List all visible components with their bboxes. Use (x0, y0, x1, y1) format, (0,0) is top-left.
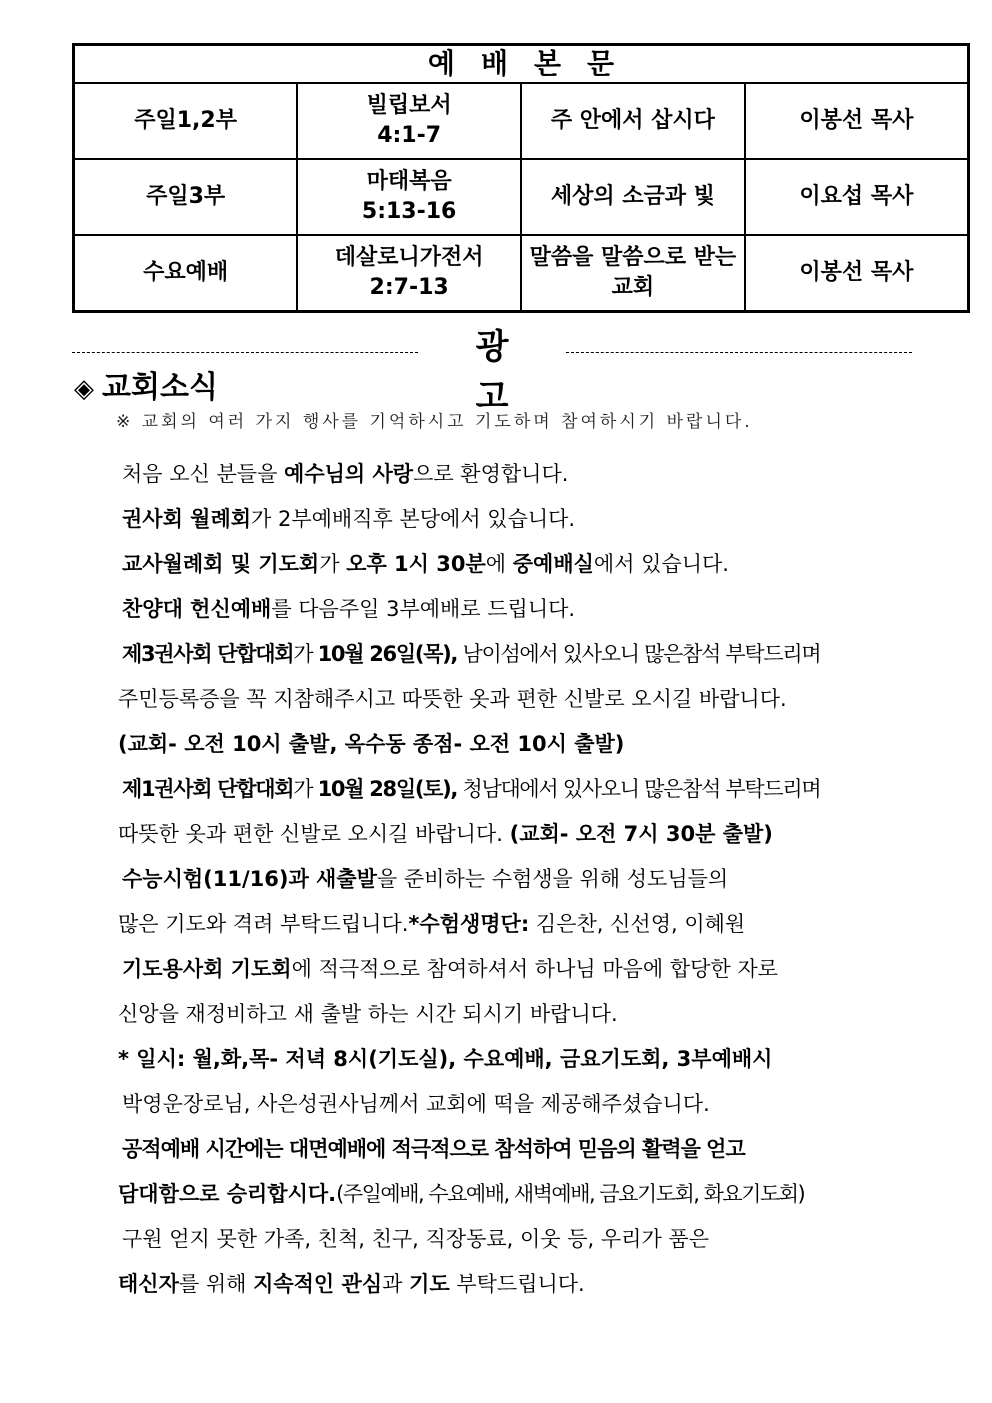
sermon-title: 세상의 소금과 빛 (521, 159, 745, 235)
text: 를 위해 (178, 1272, 254, 1296)
item-text (122, 497, 575, 541)
preacher: 이요섭 목사 (745, 159, 969, 235)
text: 가 (319, 552, 347, 576)
dashed-divider-left (72, 352, 418, 353)
sermon-title: 주 안에서 삽시다 (521, 83, 745, 159)
emphasis: 교사월례회 및 기도회 (122, 552, 320, 576)
emphasis: 제3권사회 단합대회 (122, 642, 294, 666)
passage (297, 159, 521, 235)
text: 청남대에서 있사오니 많은참석 부탁드리며 (457, 777, 821, 801)
text: 많은 기도와 격려 부탁드립니다. (118, 912, 409, 936)
emphasis: 찬양대 헌신예배 (122, 597, 272, 621)
text: 부탁드립니다. (449, 1272, 585, 1296)
passage-book: 빌립보서 (366, 93, 452, 118)
passage-ref: 2:7-13 (369, 275, 449, 300)
emphasis: (교회- 오전 7시 30분 출발) (509, 822, 773, 846)
item-text (118, 1172, 804, 1216)
table-row (74, 159, 969, 235)
item-text (122, 632, 820, 676)
dashed-divider-right (566, 352, 912, 353)
service-name: 수요예배 (74, 235, 298, 312)
text: 김은찬, 신선영, 이혜원 (529, 912, 746, 936)
item-text (118, 902, 745, 946)
emphasis: 기도용사회 기도회 (122, 957, 292, 981)
text: 에 적극적으로 참여하셔서 하나님 마음에 합당한 자로 (291, 957, 778, 981)
section-note: ※ 교회의 여러 가지 행사를 기억하시고 기도하며 참여하시기 바랍니다. (116, 412, 753, 432)
emphasis: 10월 28일(토), (317, 777, 458, 801)
service-name: 주일3부 (74, 159, 298, 235)
text: 가 2부예배직후 본당에서 있습니다. (251, 507, 576, 531)
worship-table-title: 예배본문 (74, 45, 969, 84)
text: 으로 환영합니다. (413, 462, 569, 486)
passage (297, 83, 521, 159)
emphasis: 예수님의 사랑 (284, 462, 414, 486)
item-text (122, 767, 820, 811)
item-text (122, 857, 728, 901)
emphasis: 태신자 (118, 1272, 179, 1296)
text: 에서 있습니다. (593, 552, 729, 576)
item-text: 주민등록증을 꼭 지참해주시고 따뜻한 옷과 편한 신발로 오시길 바랍니다. (118, 687, 787, 711)
emphasis: 담대함으로 승리합시다. (118, 1182, 337, 1206)
item-text: 신앙을 재정비하고 새 출발 하는 시간 되시기 바랍니다. (118, 1002, 618, 1026)
item-text (118, 1262, 585, 1306)
text: 가 (293, 642, 318, 666)
item-text: * 일시: 월,화,목- 저녁 8시(기도실), 수요예배, 금요기도회, 3부예배시 (118, 1047, 773, 1071)
text: 과 (382, 1272, 410, 1296)
emphasis: 10월 26일(목), (317, 642, 458, 666)
item-text (122, 587, 575, 631)
section-title (74, 368, 218, 409)
emphasis: 권사회 월례회 (122, 507, 252, 531)
text: 남이섬에서 있사오니 많은참석 부탁드리며 (457, 642, 821, 666)
sermon-title: 말씀을 말씀으로 받는 교회 (521, 235, 745, 312)
emphasis: 제1권사회 단합대회 (122, 777, 294, 801)
passage (297, 235, 521, 312)
item-text (122, 947, 778, 991)
item-text: 공적예배 시간에는 대면예배에 적극적으로 참석하여 믿음의 활력을 얻고 (122, 1137, 745, 1161)
text: (주일예배, 수요예배, 새벽예배, 금요기도회, 화요기도회) (336, 1182, 805, 1206)
emphasis: *수험생명단: (408, 912, 530, 936)
passage-book: 데살로니가전서 (334, 245, 484, 270)
text: 처음 오신 분들을 (122, 462, 285, 486)
text: 를 다음주일 3부예배로 드립니다. (271, 597, 576, 621)
table-row (74, 83, 969, 159)
text: 따뜻한 옷과 편한 신발로 오시길 바랍니다. (118, 822, 510, 846)
table-row (74, 235, 969, 312)
passage-ref: 5:13-16 (361, 199, 457, 224)
item-text: (교회- 오전 10시 출발, 옥수동 종점- 오전 10시 출발) (118, 732, 625, 756)
item-text: 박영운장로님, 사은성권사님께서 교회에 떡을 제공해주셨습니다. (122, 1092, 710, 1116)
emphasis: 오후 1시 30분 (346, 552, 486, 576)
text: 에 (485, 552, 513, 576)
preacher: 이봉선 목사 (745, 235, 969, 312)
emphasis: 지속적인 관심 (253, 1272, 383, 1296)
emphasis: 수능시험(11/16)과 새출발 (122, 867, 377, 891)
emphasis: 중예배실 (512, 552, 594, 576)
worship-table (72, 43, 970, 313)
announcements-title: 광고 (475, 327, 549, 417)
emphasis: 기도 (409, 1272, 450, 1296)
item-text (118, 812, 773, 856)
text: 을 준비하는 수험생을 위해 성도님들의 (376, 867, 729, 891)
diamond-icon: ◈ (74, 374, 94, 404)
passage-book: 마태복음 (366, 169, 452, 194)
preacher: 이봉선 목사 (745, 83, 969, 159)
section-title-text: 교회소식 (102, 370, 218, 405)
text: 가 (293, 777, 318, 801)
item-text (122, 452, 568, 496)
passage-ref: 4:1-7 (377, 123, 442, 148)
item-text (122, 542, 729, 586)
item-text: 구원 얻지 못한 가족, 친척, 친구, 직장동료, 이웃 등, 우리가 품은 (122, 1227, 709, 1251)
service-name: 주일1,2부 (74, 83, 298, 159)
